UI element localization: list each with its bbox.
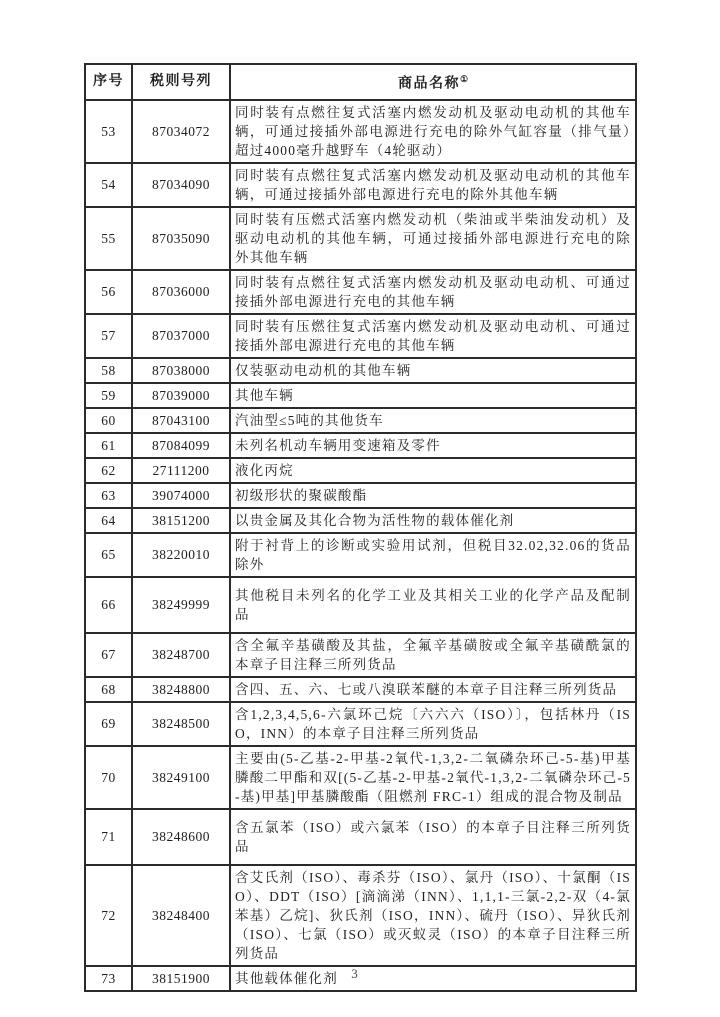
table-row (85, 100, 636, 163)
table-row (85, 633, 636, 677)
tariff-code-cell: 87036000 (132, 270, 230, 314)
product-name-cell: 主要由(5-乙基-2-甲基-2氧代-1,3,2-二氧磷杂环己-5-基)甲基膦酸二甲酯和双[(5-乙基-2-甲基-2氧代-1,3,2-二氧磷杂环己-5-基)甲基]甲基膦酸酯（阻燃剂 FRC-1）组成的混合物及制品 (230, 746, 636, 809)
table-row (85, 577, 636, 633)
product-name-cell: 未列名机动车辆用变速箱及零件 (230, 433, 636, 458)
product-name-cell: 同时装有压燃往复式活塞内燃发动机及驱动电动机、可通过接插外部电源进行充电的其他车辆 (230, 314, 636, 358)
tariff-code-cell: 38249999 (132, 577, 230, 633)
product-name-cell: 同时装有压燃式活塞内燃发动机（柴油或半柴油发动机）及驱动电动机的其他车辆，可通过接插外部电源进行充电的除外其他车辆 (230, 207, 636, 270)
header-tariff-code-label: 税则号列 (150, 74, 212, 90)
serial-number-cell: 53 (85, 100, 132, 163)
serial-number-cell: 64 (85, 508, 132, 533)
header-tariff-code (132, 64, 230, 100)
serial-number-cell: 71 (85, 809, 132, 865)
product-name-cell: 含五氯苯（ISO）或六氯苯（ISO）的本章子目注释三所列货品 (230, 809, 636, 865)
serial-number-cell: 72 (85, 865, 132, 966)
table-row (85, 270, 636, 314)
table-row (85, 809, 636, 865)
serial-number-cell: 62 (85, 458, 132, 483)
tariff-code-cell: 38248800 (132, 677, 230, 702)
tariff-code-cell: 27111200 (132, 458, 230, 483)
product-name-cell: 含艾氏剂（ISO）、毒杀芬（ISO）、氯丹（ISO）、十氯酮（ISO）、DDT（ISO）[滴滴涕（INN）、1,1,1-三氯-2,2-双（4-氯苯基）乙烷]、狄氏剂（ISO，INN）、硫丹（ISO）、异狄氏剂（ISO）、七氯（ISO）或灭蚁灵（ISO）的本章子目注释三所列货品 (230, 865, 636, 966)
product-name-cell: 含四、五、六、七或八溴联苯醚的本章子目注释三所列货品 (230, 677, 636, 702)
table-header-row (85, 64, 636, 100)
table-row (85, 358, 636, 383)
serial-number-cell: 69 (85, 702, 132, 746)
table-row (85, 508, 636, 533)
table-row (85, 865, 636, 966)
product-name-cell: 含全氟辛基磺酸及其盐，全氟辛基磺胺或全氟辛基磺酰氯的本章子目注释三所列货品 (230, 633, 636, 677)
serial-number-cell: 56 (85, 270, 132, 314)
header-serial-number-label: 序号 (93, 74, 124, 90)
tariff-code-cell: 38220010 (132, 533, 230, 577)
tariff-code-cell: 38248600 (132, 809, 230, 865)
serial-number-cell: 67 (85, 633, 132, 677)
serial-number-cell: 65 (85, 533, 132, 577)
header-product-name-label: 商品名称 (397, 76, 460, 92)
serial-number-cell: 57 (85, 314, 132, 358)
tariff-table (84, 63, 637, 992)
table-row (85, 746, 636, 809)
tariff-code-cell: 38151200 (132, 508, 230, 533)
product-name-cell: 汽油型≤5吨的其他货车 (230, 408, 636, 433)
product-name-cell: 其他税目未列名的化学工业及其相关工业的化学产品及配制品 (230, 577, 636, 633)
product-name-cell: 含1,2,3,4,5,6-六氯环己烷〔六六六（ISO）〕，包括林丹（ISO，INN）的本章子目注释三所列货品 (230, 702, 636, 746)
serial-number-cell: 68 (85, 677, 132, 702)
table-row (85, 677, 636, 702)
serial-number-cell: 61 (85, 433, 132, 458)
product-name-cell: 其他载体催化剂 (230, 966, 636, 991)
tariff-code-cell: 38151900 (132, 966, 230, 991)
serial-number-cell: 73 (85, 966, 132, 991)
serial-number-cell: 63 (85, 483, 132, 508)
product-name-cell: 同时装有点燃往复式活塞内燃发动机及驱动电动机的其他车辆，可通过接插外部电源进行充电的除外其他车辆 (230, 163, 636, 207)
table-row (85, 458, 636, 483)
tariff-code-cell: 38248400 (132, 865, 230, 966)
tariff-code-cell: 87043100 (132, 408, 230, 433)
serial-number-cell: 55 (85, 207, 132, 270)
product-name-cell: 其他车辆 (230, 383, 636, 408)
serial-number-cell: 66 (85, 577, 132, 633)
table-row (85, 383, 636, 408)
product-name-cell: 仅装驱动电动机的其他车辆 (230, 358, 636, 383)
tariff-code-cell: 39074000 (132, 483, 230, 508)
tariff-code-cell: 38249100 (132, 746, 230, 809)
table-row (85, 702, 636, 746)
tariff-code-cell: 87039000 (132, 383, 230, 408)
tariff-code-cell: 87038000 (132, 358, 230, 383)
tariff-code-cell: 87035090 (132, 207, 230, 270)
page-number: 3 (351, 966, 359, 981)
tariff-code-cell: 38248500 (132, 702, 230, 746)
serial-number-cell: 70 (85, 746, 132, 809)
tariff-code-cell: 87034072 (132, 100, 230, 163)
table-row (85, 207, 636, 270)
table-row (85, 408, 636, 433)
serial-number-cell: 60 (85, 408, 132, 433)
product-name-cell: 初级形状的聚碳酸酯 (230, 483, 636, 508)
product-name-cell: 附于衬背上的诊断或实验用试剂，但税目32.02,32.06的货品除外 (230, 533, 636, 577)
tariff-code-cell: 87034090 (132, 163, 230, 207)
table-row (85, 163, 636, 207)
table-row (85, 314, 636, 358)
serial-number-cell: 54 (85, 163, 132, 207)
header-serial-number (85, 64, 132, 100)
serial-number-cell: 59 (85, 383, 132, 408)
product-name-cell: 以贵金属及其化合物为活性物的载体催化剂 (230, 508, 636, 533)
table-row (85, 483, 636, 508)
product-name-cell: 同时装有点燃往复式活塞内燃发动机及驱动电动机、可通过接插外部电源进行充电的其他车辆 (230, 270, 636, 314)
tariff-code-cell: 87037000 (132, 314, 230, 358)
header-product-name (230, 64, 636, 100)
product-name-cell: 液化丙烷 (230, 458, 636, 483)
serial-number-cell: 58 (85, 358, 132, 383)
footnote-marker: ① (459, 74, 469, 84)
table-row (85, 533, 636, 577)
product-name-cell: 同时装有点燃往复式活塞内燃发动机及驱动电动机的其他车辆，可通过接插外部电源进行充电的除外气缸容量（排气量）超过4000毫升越野车（4轮驱动） (230, 100, 636, 163)
table-row (85, 433, 636, 458)
tariff-code-cell: 38248700 (132, 633, 230, 677)
tariff-code-cell: 87084099 (132, 433, 230, 458)
